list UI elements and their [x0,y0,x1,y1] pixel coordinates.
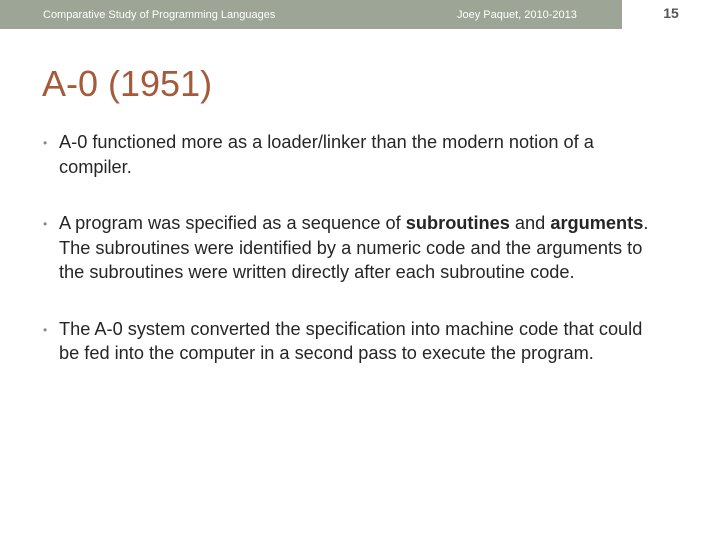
slide-title: A-0 (1951) [42,63,213,104]
bullet-marker: • [43,136,48,150]
bullet-text-part: . The subroutines were identified by a numeric code and the arguments to the subroutines were written directly after each subroutine code. [59,213,649,282]
bullet-list [43,130,663,398]
bullet-item [43,211,663,285]
bullet-text [59,213,648,282]
bullet-text: The A-0 system converted the specification into machine code that could be fed into the computer in a second pass to execute the program. [59,318,643,363]
header-bar [0,0,720,29]
bullet-text-part: and [509,213,551,233]
slide-number: 15 [663,5,679,21]
bullet-text: A-0 functioned more as a loader/linker than the modern notion of a compiler. [59,132,594,177]
bullet-emphasis: subroutines [405,213,510,233]
bullet-item [43,130,663,179]
bullet-emphasis: arguments [550,213,644,233]
bullet-marker: • [43,322,48,337]
course-title: Comparative Study of Programming Languages [43,9,276,21]
author-years: Joey Paquet, 2010-2013 [457,9,577,21]
bullet-marker: • [43,217,48,231]
slide-number-box [622,0,720,29]
bullet-text-part: A program was specified as a sequence of [59,213,406,233]
bullet-item [43,317,663,366]
